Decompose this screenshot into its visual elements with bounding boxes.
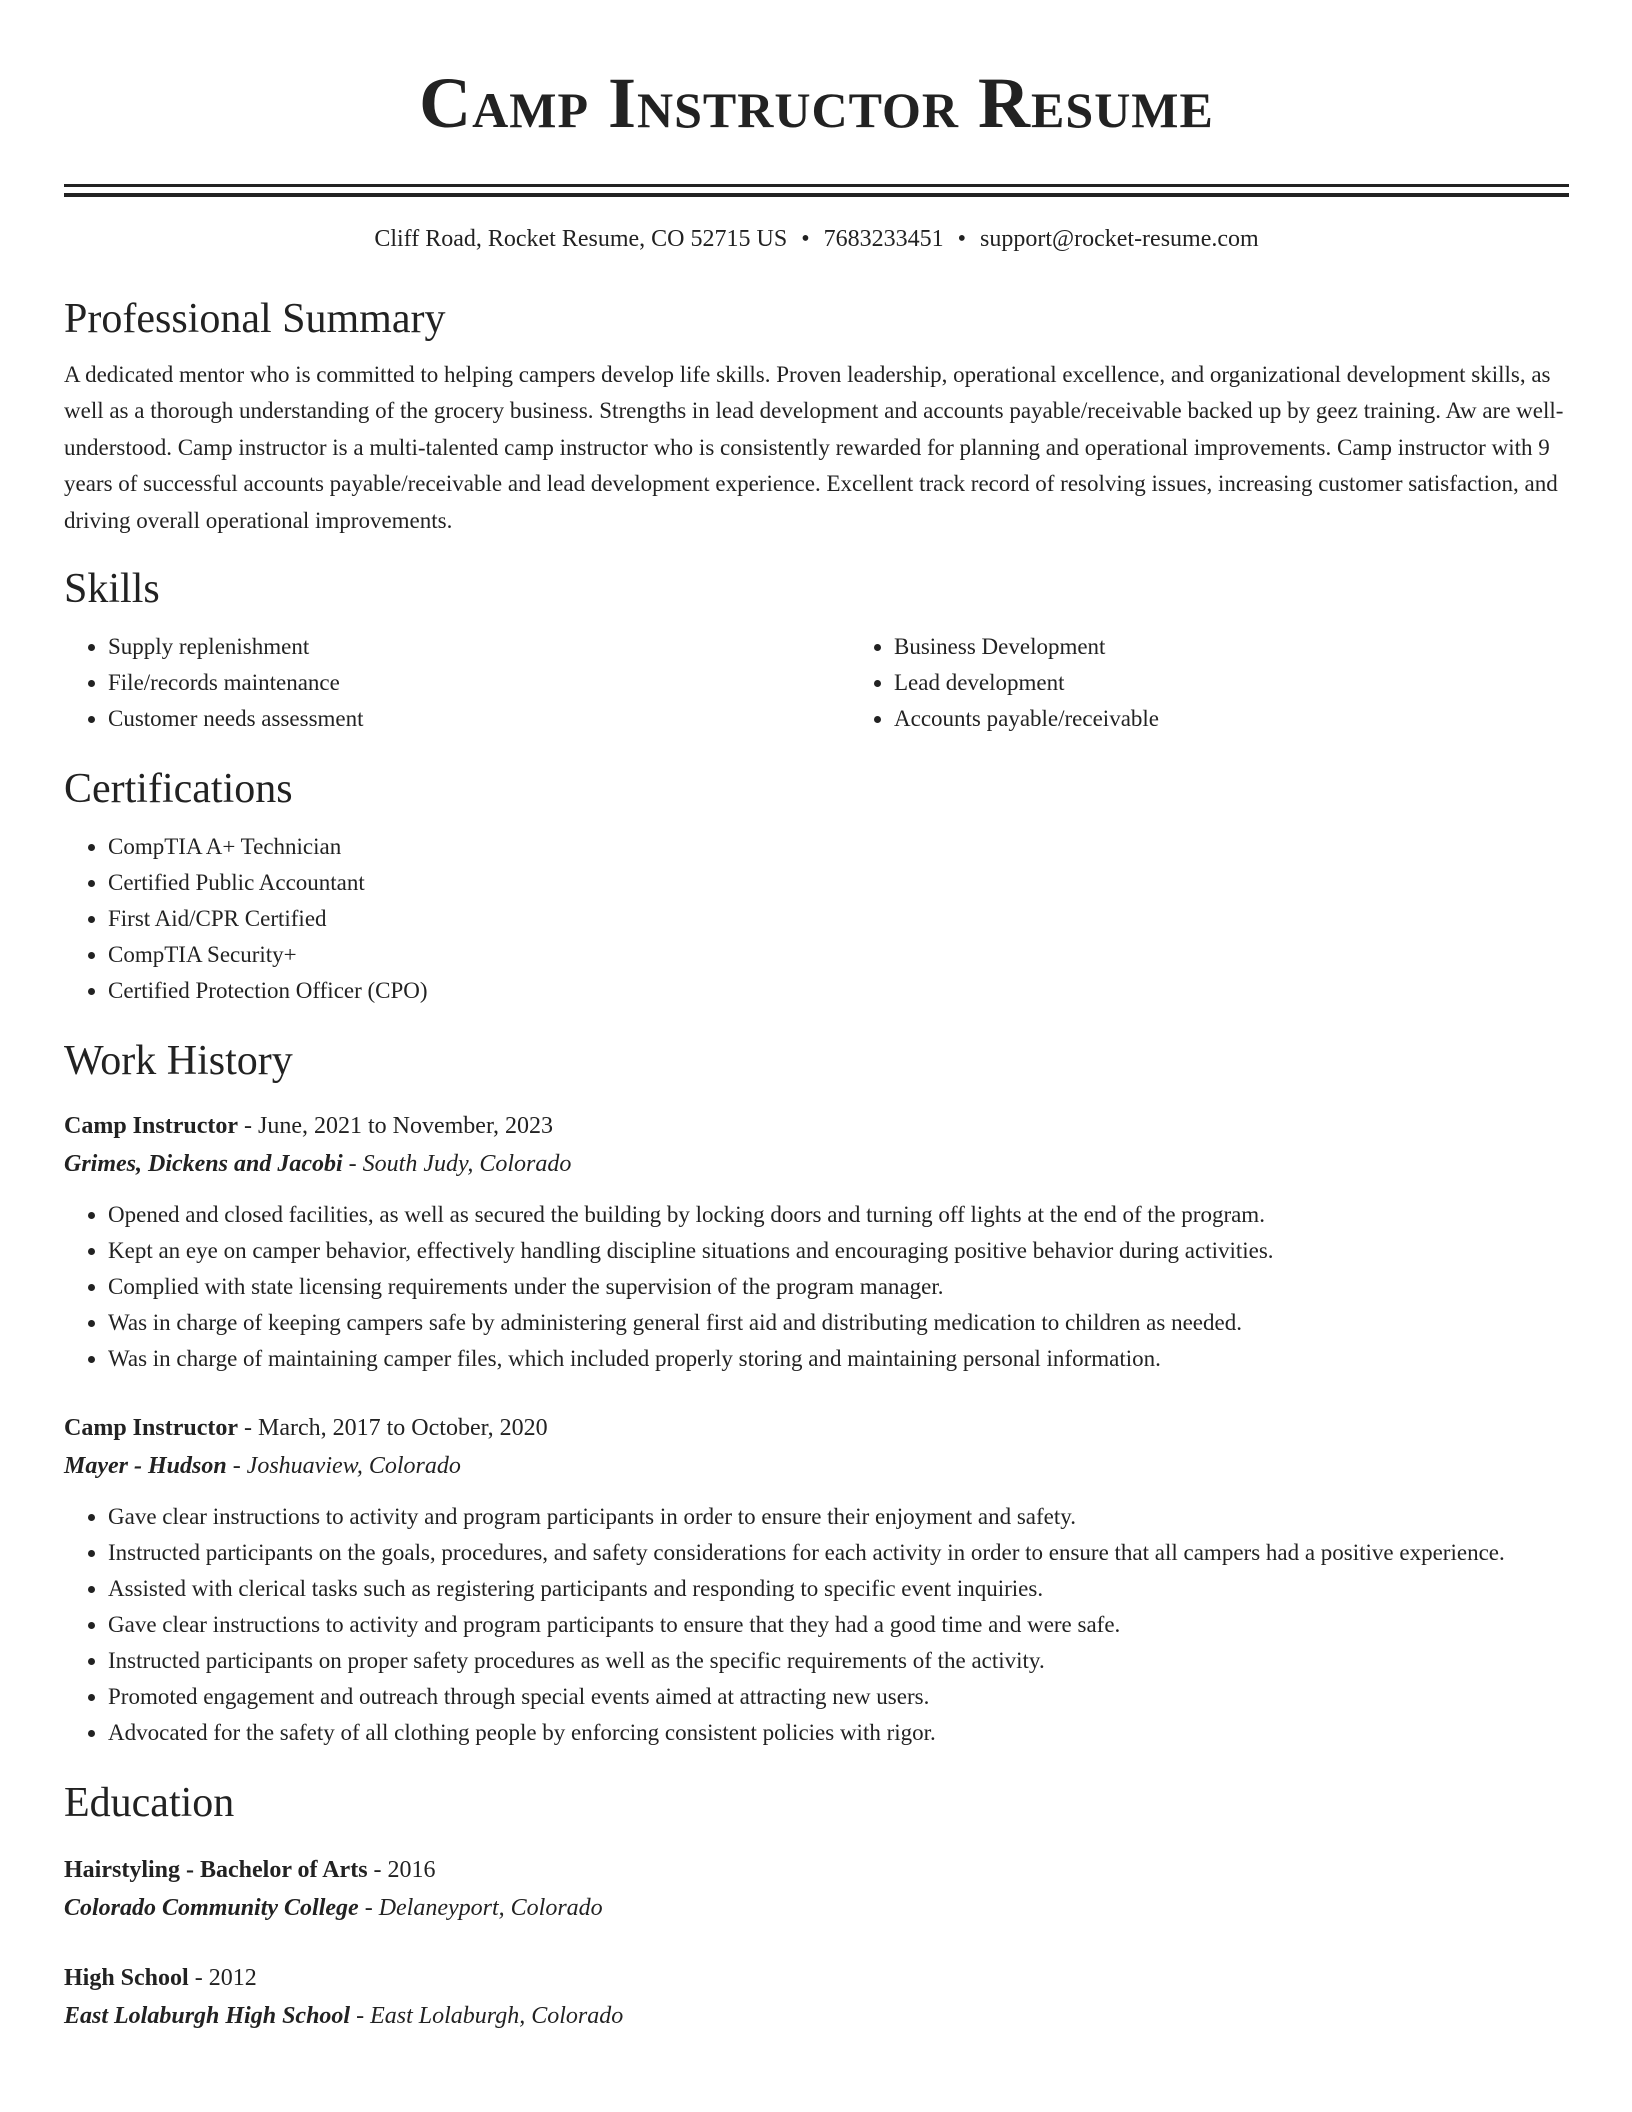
job-company: Grimes, Dickens and Jacobi	[64, 1151, 343, 1178]
skills-heading: Skills	[64, 566, 160, 613]
education-school-line	[64, 1997, 1569, 2035]
education-section	[64, 1777, 1569, 2035]
contact-separator: •	[957, 226, 966, 252]
education-degree: High School	[64, 1965, 189, 1992]
resume-title: Camp Instructor Resume	[419, 63, 1214, 143]
education-location: - Delaneyport, Colorado	[358, 1895, 603, 1922]
skill-item: • Customer needs assessment	[108, 701, 850, 737]
title-divider-bottom	[64, 193, 1569, 197]
job-entry	[64, 1107, 1569, 1377]
summary-text: A dedicated mentor who is committed to helping campers develop life skills. Proven leadership, operational excellence, and organizational development skills, as well as a thorough understanding of the grocery business. Strengths in lead development and accounts payable/receivable backed up by geez training. Aw are well-understood. Camp instructor is a multi-talented camp instructor who is consistently rewarded for planning and operational improvements. Camp instructor with 9 years of successful accounts payable/receivable and lead development experience. Excellent track record of resolving issues, increasing customer satisfaction, and driving overall operational improvements.	[64, 362, 1564, 533]
summary-heading: Professional Summary	[64, 296, 446, 342]
job-location: - South Judy, Colorado	[342, 1151, 572, 1178]
job-duty: • Was in charge of keeping campers safe by administering general first aid and distributing medication to children as needed.	[108, 1305, 1569, 1341]
certification-item: • First Aid/CPR Certified	[108, 901, 1569, 937]
job-dates: - March, 2017 to October, 2020	[238, 1415, 548, 1442]
job-duties-list	[64, 1197, 1569, 1377]
skill-item: • File/records maintenance	[108, 665, 850, 701]
education-degree: Hairstyling - Bachelor of Arts	[64, 1857, 368, 1884]
education-location: - East Lolaburgh, Colorado	[350, 2003, 624, 2030]
skill-item: • Lead development	[894, 665, 1632, 701]
job-title-line	[64, 1107, 1569, 1145]
education-entry	[64, 1851, 1569, 1927]
job-duty: • Instructed participants on proper safety procedures as well as the specific requirements of the activity.	[108, 1643, 1569, 1679]
contact-line	[64, 223, 1569, 255]
job-duty: • Advocated for the safety of all clothing people by enforcing consistent policies with rigor.	[108, 1715, 1569, 1751]
certification-item: • CompTIA Security+	[108, 937, 1569, 973]
skill-item: • Supply replenishment	[108, 629, 850, 665]
education-heading: Education	[64, 1780, 235, 1827]
certifications-heading: Certifications	[64, 766, 293, 813]
title-divider-top	[64, 184, 1569, 187]
education-entry	[64, 1959, 1569, 2035]
certifications-section	[64, 763, 1569, 1009]
education-degree-line	[64, 1959, 1569, 1997]
job-duty: • Assisted with clerical tasks such as registering participants and responding to specific event inquiries.	[108, 1571, 1569, 1607]
job-duty: • Gave clear instructions to activity and program participants in order to ensure their enjoyment and safety.	[108, 1499, 1569, 1535]
job-duties-list	[64, 1499, 1569, 1751]
job-duty: • Promoted engagement and outreach through special events aimed at attracting new users.	[108, 1679, 1569, 1715]
job-duty: • Complied with state licensing requirements under the supervision of the program manager.	[108, 1269, 1569, 1305]
certification-item: • Certified Public Accountant	[108, 865, 1569, 901]
job-duty: • Was in charge of maintaining camper files, which included properly storing and maintaining personal information.	[108, 1341, 1569, 1377]
skill-item: • Business Development	[894, 629, 1632, 665]
certifications-list	[64, 829, 1569, 1009]
work-history-section	[64, 1035, 1569, 1751]
job-company-line	[64, 1145, 1569, 1183]
job-duty: • Kept an eye on camper behavior, effectively handling discipline situations and encouraging positive behavior during activities.	[108, 1233, 1569, 1269]
education-school: East Lolaburgh High School	[64, 2003, 351, 2030]
skills-grid	[64, 629, 1569, 737]
job-company-line	[64, 1447, 1569, 1485]
skill-item: • Accounts payable/receivable	[894, 701, 1632, 737]
job-dates: - June, 2021 to November, 2023	[238, 1113, 553, 1140]
job-title: Camp Instructor	[64, 1113, 238, 1140]
education-year: - 2012	[188, 1965, 257, 1992]
certification-item: • Certified Protection Officer (CPO)	[108, 973, 1569, 1009]
job-title-line	[64, 1409, 1569, 1447]
contact-email: support@rocket-resume.com	[980, 226, 1259, 252]
skills-list-left	[64, 629, 850, 737]
summary-section	[64, 293, 1569, 539]
job-duty: • Opened and closed facilities, as well as secured the building by locking doors and turning off lights at the end of the program.	[108, 1197, 1569, 1233]
job-title: Camp Instructor	[64, 1415, 238, 1442]
job-location: - Joshuaview, Colorado	[226, 1453, 461, 1480]
contact-phone: 7683233451	[823, 226, 944, 252]
job-duty: • Instructed participants on the goals, procedures, and safety considerations for each activity in order to ensure that all campers had a positive experience.	[108, 1535, 1569, 1571]
job-entry	[64, 1409, 1569, 1751]
skills-section	[64, 563, 1569, 737]
education-degree-line	[64, 1851, 1569, 1889]
education-school: Colorado Community College	[64, 1895, 359, 1922]
certification-item: • CompTIA A+ Technician	[108, 829, 1569, 865]
job-company: Mayer - Hudson	[64, 1453, 227, 1480]
education-school-line	[64, 1889, 1569, 1927]
skills-list-right	[850, 629, 1632, 737]
education-year: - 2016	[367, 1857, 436, 1884]
job-duty: • Gave clear instructions to activity and program participants to ensure that they had a good time and were safe.	[108, 1607, 1569, 1643]
contact-separator: •	[801, 226, 810, 252]
work-history-heading: Work History	[64, 1038, 293, 1085]
contact-address: Cliff Road, Rocket Resume, CO 52715 US	[374, 226, 788, 252]
